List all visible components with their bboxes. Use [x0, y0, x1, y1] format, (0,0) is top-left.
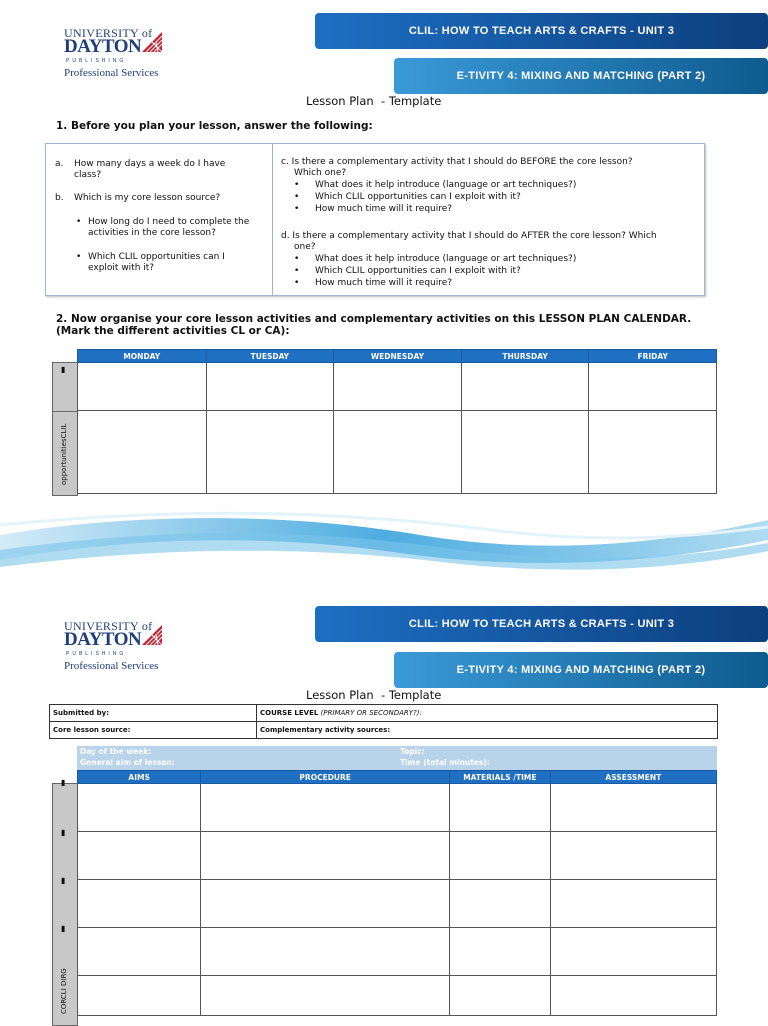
calendar-side-bar: ▮ opportunitiesCLIL [52, 362, 78, 496]
procedure-cell[interactable] [550, 976, 716, 1016]
procedure-cell[interactable] [450, 784, 551, 832]
etivity-banner-text: E-TIVITY 4: MIXING AND MATCHING (PART 2) [456, 664, 706, 676]
questions-right: c. Is there a complementary activity that I should do BEFORE the core lesson? Which one? • What does it help introduce (language or art techniques?) • Which CLIL opportunities can I exploit with it? • How much time will it require? d. Is there a complementary activity that I should do AFTER the core lesson? Which one? • What does it help introduce (language or art techniques?) • Which CLIL opportunities can I exploit with it? • How much time will it require? [281, 157, 657, 288]
procedure-cell[interactable] [201, 928, 450, 976]
day-header: WEDNESDAY [334, 350, 462, 363]
procedure-cell[interactable] [550, 928, 716, 976]
globe-icon [140, 30, 164, 54]
complementary-sources-field[interactable]: Complementary activity sources: [257, 722, 718, 739]
page-title: Lesson Plan - Template [306, 94, 442, 108]
procedure-cell[interactable] [201, 784, 450, 832]
wave-decoration [0, 505, 768, 585]
procedure-cell[interactable] [78, 928, 201, 976]
calendar-cell[interactable] [461, 363, 589, 411]
procedure-cell[interactable] [201, 880, 450, 928]
calendar-cell[interactable] [334, 411, 462, 494]
procedure-cell[interactable] [201, 832, 450, 880]
procedure-cell[interactable] [201, 976, 450, 1016]
calendar-cell[interactable] [589, 411, 717, 494]
unit-banner-text: CLIL: HOW TO TEACH ARTS & CRAFTS - UNIT 3 [408, 25, 675, 37]
logo-university-text: UNIVERSITY of [64, 26, 153, 40]
logo-services-text: Professional Services [64, 67, 159, 79]
procedure-cell[interactable] [78, 832, 201, 880]
day-header: TUESDAY [206, 350, 334, 363]
lesson-summary-bar: Day of the week: General aim of lesson: Topic: Time (total minutes): [77, 746, 717, 770]
calendar-cell[interactable] [78, 411, 207, 494]
calendar-cell[interactable] [78, 363, 207, 411]
globe-icon [140, 623, 164, 647]
procedure-cell[interactable] [450, 928, 551, 976]
section-2-heading: 2. Now organise your core lesson activities and complementary activities on this LESSON PLAN CALENDAR. (Mark the different activities CL or CA): [56, 313, 692, 337]
procedure-cell[interactable] [78, 784, 201, 832]
lesson-info-table [49, 704, 718, 739]
column-header: MATERIALS /TIME [450, 771, 551, 784]
logo-dayton-text: DAYTON [64, 629, 142, 650]
calendar-cell[interactable] [206, 411, 334, 494]
procedure-cell[interactable] [78, 880, 201, 928]
procedure-side-bar: ▮ ▮ ▮ ▮ CORCLI DIRG [52, 783, 78, 1026]
etivity-banner-text: E-TIVITY 4: MIXING AND MATCHING (PART 2) [456, 70, 706, 82]
university-logo [64, 26, 174, 82]
unit-banner [315, 606, 768, 642]
calendar-cell[interactable] [334, 363, 462, 411]
lesson-calendar [77, 349, 717, 494]
procedure-cell[interactable] [78, 976, 201, 1016]
section-1-heading: 1. Before you plan your lesson, answer the following: [56, 120, 373, 132]
day-header: FRIDAY [589, 350, 717, 363]
questions-box [45, 143, 705, 296]
questions-left: a. How many days a week do I have class? b. Which is my core lesson source? • How long do I need to complete the activities in the core lesson? • Which CLIL opportunities can I exploit with it? [46, 144, 273, 295]
procedure-cell[interactable] [450, 976, 551, 1016]
day-header: MONDAY [78, 350, 207, 363]
page-title: Lesson Plan - Template [306, 688, 442, 702]
etivity-banner [394, 652, 768, 688]
course-level-field[interactable]: COURSE LEVEL (PRIMARY OR SECONDARY?): [257, 705, 718, 722]
logo-publishing-text: PUBLISHING [66, 651, 127, 657]
column-header: PROCEDURE [201, 771, 450, 784]
university-logo [64, 619, 174, 675]
submitted-by-field[interactable]: Submitted by: [50, 705, 257, 722]
logo-university-text: UNIVERSITY of [64, 619, 153, 633]
core-source-field[interactable]: Core lesson source: [50, 722, 257, 739]
logo-services-text: Professional Services [64, 660, 159, 672]
procedure-cell[interactable] [450, 880, 551, 928]
logo-publishing-text: PUBLISHING [66, 58, 127, 64]
calendar-side-label: opportunitiesCLIL [60, 423, 68, 485]
column-header: ASSESSMENT [550, 771, 716, 784]
logo-dayton-text: DAYTON [64, 36, 142, 57]
procedure-side-label: CORCLI DIRG [60, 968, 68, 1014]
procedure-cell[interactable] [550, 832, 716, 880]
lesson-procedure-table [77, 770, 717, 1016]
calendar-cell[interactable] [206, 363, 334, 411]
unit-banner [315, 13, 768, 49]
calendar-cell[interactable] [589, 363, 717, 411]
procedure-cell[interactable] [450, 832, 551, 880]
procedure-cell[interactable] [550, 880, 716, 928]
day-header: THURSDAY [461, 350, 589, 363]
etivity-banner [394, 58, 768, 94]
procedure-cell[interactable] [550, 784, 716, 832]
calendar-cell[interactable] [461, 411, 589, 494]
unit-banner-text: CLIL: HOW TO TEACH ARTS & CRAFTS - UNIT 3 [408, 618, 675, 630]
column-header: AIMS [78, 771, 201, 784]
